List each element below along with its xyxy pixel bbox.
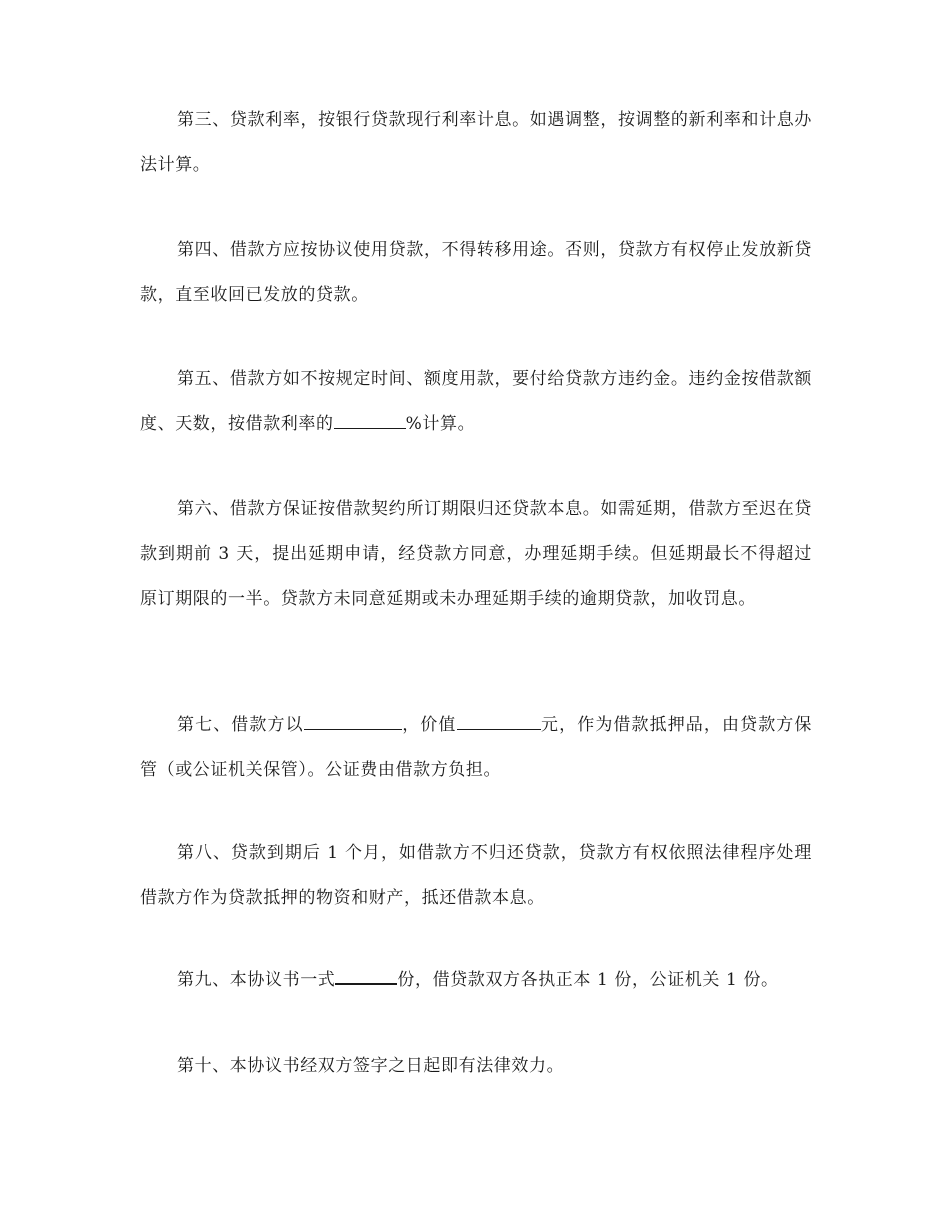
- clause-7-text-c: 元，作为借款抵押品，由贷款方保管（或公证机关保管）。公证费由借款方负担。: [140, 715, 813, 780]
- percent-blank: [334, 408, 406, 429]
- clause-5-text-a: 第五、借款方如不按规定时间、额度用款，要付给贷款方违约金。违约金按借款额度、天数，按借款利率的: [140, 369, 812, 434]
- clause-5-text-b: %计算。: [405, 414, 476, 434]
- clause-10: 第十、本协议书经双方签字之日起即有法律效力。: [177, 1056, 565, 1076]
- clause-9-text-a: 第九、本协议书一式: [177, 970, 336, 990]
- clause-7: [140, 703, 812, 793]
- clause-3: 第三、贷款利率，按银行贷款现行利率计息。如遇调整，按调整的新利率和计息办法计算。: [140, 110, 812, 175]
- copies-blank: [335, 963, 397, 985]
- clause-7-text-a: 第七、借款方以: [177, 715, 304, 735]
- clause-5: [140, 357, 812, 447]
- value-blank: [457, 709, 541, 730]
- clause-7-text-b: ，价值: [401, 715, 457, 735]
- clause-9-text-b: 份，借贷款双方各执正本 1 份，公证机关 1 份。: [397, 970, 779, 990]
- clause-6: 第六、借款方保证按借款契约所订期限归还贷款本息。如需延期，借款方至迟在贷款到期前 3 天，提出延期申请，经贷款方同意，办理延期手续。但延期最长不得超过原订期限的一半。贷款方未同意延期或未办理延期手续的逾期贷款，加收罚息。: [140, 499, 812, 609]
- clause-9: [140, 958, 812, 1003]
- clause-8: 第八、贷款到期后 1 个月，如借款方不归还贷款，贷款方有权依照法律程序处理借款方作为贷款抵押的物资和财产，抵还借款本息。: [140, 843, 812, 908]
- collateral-blank: [304, 709, 402, 730]
- clause-4: 第四、借款方应按协议使用贷款，不得转移用途。否则，贷款方有权停止发放新贷款，直至收回已发放的贷款。: [140, 240, 812, 305]
